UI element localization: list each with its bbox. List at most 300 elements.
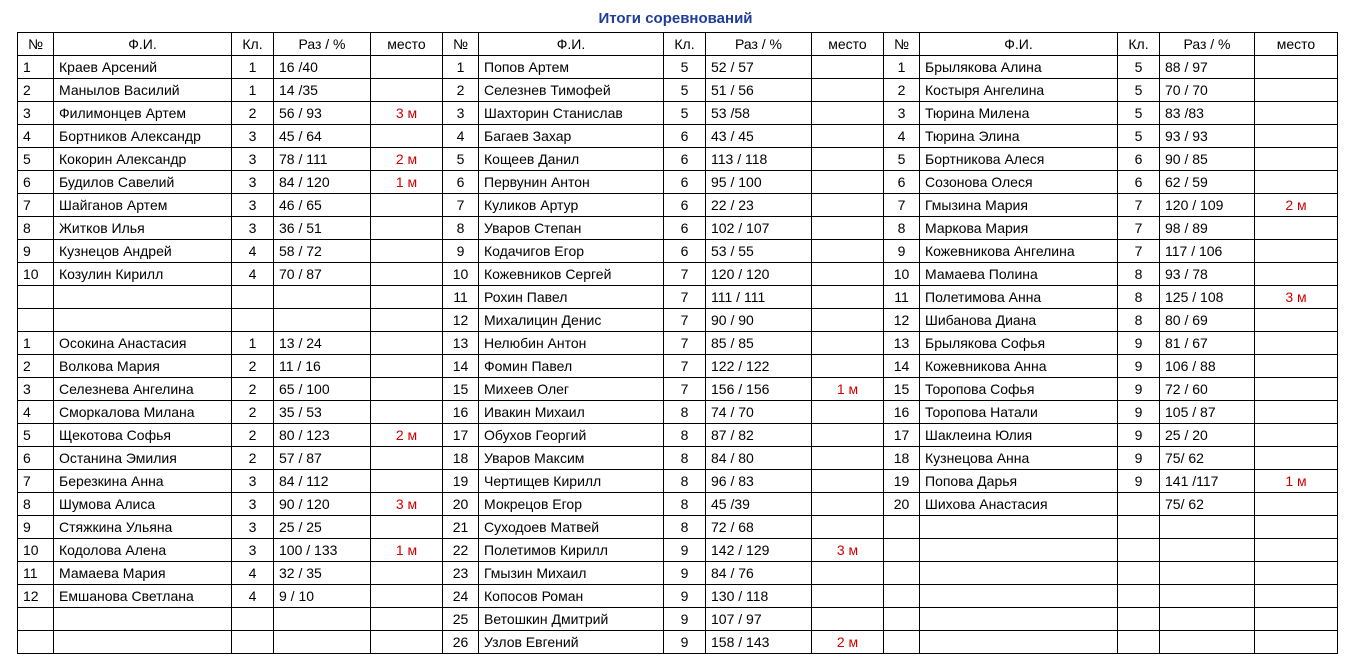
participant-score: 84 / 76: [706, 562, 812, 585]
table-row: [18, 562, 1338, 585]
participant-class: 2: [232, 424, 274, 447]
participant-score: [274, 309, 371, 332]
participant-number: 3: [884, 102, 920, 125]
participant-class: 7: [664, 332, 706, 355]
participant-name: Куликов Артур: [479, 194, 664, 217]
participant-number: 16: [884, 401, 920, 424]
participant-place: 1 м: [371, 171, 443, 194]
participant-name: Будилов Савелий: [54, 171, 232, 194]
participant-class: 3: [232, 125, 274, 148]
participant-number: 2: [443, 79, 479, 102]
participant-class: 9: [664, 562, 706, 585]
participant-class: 9: [664, 631, 706, 654]
participant-number: 7: [884, 194, 920, 217]
participant-score: 13 / 24: [274, 332, 371, 355]
participant-place: [812, 309, 884, 332]
participant-number: 13: [443, 332, 479, 355]
participant-number: 4: [443, 125, 479, 148]
participant-name: [920, 562, 1118, 585]
participant-name: [920, 516, 1118, 539]
participant-score: 125 / 108: [1160, 286, 1255, 309]
participant-name: [920, 539, 1118, 562]
participant-score: 122 / 122: [706, 355, 812, 378]
table-row: [18, 585, 1338, 608]
participant-place: [812, 102, 884, 125]
participant-number: 8: [18, 217, 54, 240]
participant-class: 6: [664, 171, 706, 194]
participant-place: 1 м: [371, 539, 443, 562]
participant-name: Шайганов Артем: [54, 194, 232, 217]
participant-class: 2: [232, 447, 274, 470]
participant-number: 12: [884, 309, 920, 332]
participant-number: 18: [443, 447, 479, 470]
participant-class: [1118, 608, 1160, 631]
participant-class: 3: [232, 171, 274, 194]
participant-number: 26: [443, 631, 479, 654]
participant-class: 8: [664, 516, 706, 539]
participant-place: [371, 332, 443, 355]
participant-place: [1255, 355, 1338, 378]
participant-class: [1118, 493, 1160, 516]
participant-class: 6: [1118, 148, 1160, 171]
table-row: [18, 447, 1338, 470]
participant-score: 32 / 35: [274, 562, 371, 585]
participant-score: 72 / 68: [706, 516, 812, 539]
participant-number: 25: [443, 608, 479, 631]
participant-score: 43 / 45: [706, 125, 812, 148]
participant-place: [371, 217, 443, 240]
participant-name: Кузнецова Анна: [920, 447, 1118, 470]
participant-score: 84 / 120: [274, 171, 371, 194]
participant-name: Житков Илья: [54, 217, 232, 240]
participant-name: Щекотова Софья: [54, 424, 232, 447]
participant-number: 13: [884, 332, 920, 355]
participant-name: Полетимов Кирилл: [479, 539, 664, 562]
participant-score: 158 / 143: [706, 631, 812, 654]
participant-name: Торопова Натали: [920, 401, 1118, 424]
table-row: [18, 194, 1338, 217]
participant-score: 51 / 56: [706, 79, 812, 102]
participant-number: 9: [18, 516, 54, 539]
participant-number: 2: [18, 79, 54, 102]
participant-class: 8: [664, 493, 706, 516]
participant-name: Козулин Кирилл: [54, 263, 232, 286]
participant-place: 3 м: [812, 539, 884, 562]
participant-name: Осокина Анастасия: [54, 332, 232, 355]
participant-name: Фомин Павел: [479, 355, 664, 378]
participant-name: Мамаева Полина: [920, 263, 1118, 286]
participant-score: 87 / 82: [706, 424, 812, 447]
participant-number: 12: [443, 309, 479, 332]
participant-place: [1255, 585, 1338, 608]
participant-place: [812, 79, 884, 102]
participant-name: Тюрина Милена: [920, 102, 1118, 125]
participant-name: Сморкалова Милана: [54, 401, 232, 424]
participant-place: [1255, 148, 1338, 171]
participant-name: Маркова Мария: [920, 217, 1118, 240]
participant-number: 11: [18, 562, 54, 585]
participant-name: Шибанова Диана: [920, 309, 1118, 332]
participant-score: 70 / 70: [1160, 79, 1255, 102]
participant-score: 80 / 123: [274, 424, 371, 447]
class-header: Кл.: [1118, 33, 1160, 56]
participant-score: 120 / 109: [1160, 194, 1255, 217]
participant-number: 18: [884, 447, 920, 470]
participant-score: 9 / 10: [274, 585, 371, 608]
participant-place: [1255, 309, 1338, 332]
participant-place: [1255, 102, 1338, 125]
participant-place: [1255, 378, 1338, 401]
participant-name: Бортникова Алеся: [920, 148, 1118, 171]
participant-class: 1: [232, 79, 274, 102]
participant-name: Краев Арсений: [54, 56, 232, 79]
participant-number: 5: [18, 148, 54, 171]
participant-number: 3: [18, 102, 54, 125]
participant-number: 7: [443, 194, 479, 217]
participant-place: 1 м: [812, 378, 884, 401]
place-header: место: [371, 33, 443, 56]
participant-place: [371, 631, 443, 654]
participant-class: [1118, 631, 1160, 654]
participant-score: 90 / 90: [706, 309, 812, 332]
participant-score: 117 / 106: [1160, 240, 1255, 263]
participant-number: 9: [443, 240, 479, 263]
participant-name: Торопова Софья: [920, 378, 1118, 401]
participant-name: Мокрецов Егор: [479, 493, 664, 516]
participant-place: [371, 125, 443, 148]
score-header: Раз / %: [1160, 33, 1255, 56]
participant-score: 95 / 100: [706, 171, 812, 194]
participant-score: 57 / 87: [274, 447, 371, 470]
participant-name: Багаев Захар: [479, 125, 664, 148]
participant-name: Шахторин Станислав: [479, 102, 664, 125]
table-row: [18, 401, 1338, 424]
participant-score: 11 / 16: [274, 355, 371, 378]
participant-score: [274, 286, 371, 309]
participant-number: 2: [884, 79, 920, 102]
participant-name: [54, 309, 232, 332]
participant-name: Стяжкина Ульяна: [54, 516, 232, 539]
participant-place: [812, 56, 884, 79]
participant-class: 3: [232, 194, 274, 217]
participant-number: 6: [443, 171, 479, 194]
participant-class: 2: [232, 102, 274, 125]
participant-score: 45 /39: [706, 493, 812, 516]
name-header: Ф.И.: [920, 33, 1118, 56]
participant-score: 53 /58: [706, 102, 812, 125]
table-row: [18, 608, 1338, 631]
participant-name: Суходоев Матвей: [479, 516, 664, 539]
participant-score: 25 / 20: [1160, 424, 1255, 447]
participant-score: 16 /40: [274, 56, 371, 79]
participant-score: 111 / 111: [706, 286, 812, 309]
participant-place: [1255, 56, 1338, 79]
participant-class: [1118, 585, 1160, 608]
number-header: №: [884, 33, 920, 56]
number-header: №: [443, 33, 479, 56]
participant-name: Селезнева Ангелина: [54, 378, 232, 401]
table-row: [18, 516, 1338, 539]
participant-score: 74 / 70: [706, 401, 812, 424]
participant-place: 3 м: [1255, 286, 1338, 309]
participant-class: [232, 309, 274, 332]
table-row: [18, 148, 1338, 171]
participant-class: 7: [664, 378, 706, 401]
table-row: [18, 286, 1338, 309]
participant-number: 17: [443, 424, 479, 447]
participant-class: 7: [664, 355, 706, 378]
number-header: №: [18, 33, 54, 56]
participant-score: 83 /83: [1160, 102, 1255, 125]
participant-number: [884, 539, 920, 562]
participant-name: Кодолова Алена: [54, 539, 232, 562]
participant-place: [371, 309, 443, 332]
participant-class: 5: [664, 102, 706, 125]
participant-name: [920, 585, 1118, 608]
participant-place: [371, 194, 443, 217]
participant-class: 8: [664, 401, 706, 424]
participant-place: [1255, 516, 1338, 539]
score-header: Раз / %: [274, 33, 371, 56]
participant-name: [54, 286, 232, 309]
participant-number: 5: [884, 148, 920, 171]
participant-score: 88 / 97: [1160, 56, 1255, 79]
participant-score: 46 / 65: [274, 194, 371, 217]
participant-score: 96 / 83: [706, 470, 812, 493]
participant-number: 7: [18, 470, 54, 493]
participant-name: [54, 608, 232, 631]
participant-place: [1255, 424, 1338, 447]
name-header: Ф.И.: [54, 33, 232, 56]
participant-number: 8: [884, 217, 920, 240]
participant-place: [812, 562, 884, 585]
participant-place: 2 м: [1255, 194, 1338, 217]
participant-number: [884, 631, 920, 654]
participant-number: [18, 309, 54, 332]
participant-number: 6: [18, 447, 54, 470]
participant-class: [1118, 562, 1160, 585]
participant-number: 2: [18, 355, 54, 378]
participant-place: [1255, 125, 1338, 148]
participant-score: 142 / 129: [706, 539, 812, 562]
participant-number: 10: [18, 539, 54, 562]
participant-place: [812, 493, 884, 516]
participant-name: Кожевникова Ангелина: [920, 240, 1118, 263]
participant-name: Попова Дарья: [920, 470, 1118, 493]
participant-class: 3: [232, 470, 274, 493]
participant-score: 72 / 60: [1160, 378, 1255, 401]
participant-place: [812, 171, 884, 194]
participant-name: Копосов Роман: [479, 585, 664, 608]
participant-number: 14: [443, 355, 479, 378]
participant-name: [920, 631, 1118, 654]
participant-name: Обухов Георгий: [479, 424, 664, 447]
participant-place: [1255, 171, 1338, 194]
participant-name: Попов Артем: [479, 56, 664, 79]
participant-class: 7: [664, 263, 706, 286]
participant-score: 25 / 25: [274, 516, 371, 539]
participant-number: 20: [884, 493, 920, 516]
participant-place: [812, 355, 884, 378]
participant-class: 8: [664, 447, 706, 470]
participant-place: [1255, 332, 1338, 355]
participant-place: [1255, 240, 1338, 263]
participant-class: 9: [1118, 332, 1160, 355]
results-table: [17, 32, 1338, 654]
participant-name: Брылякова Софья: [920, 332, 1118, 355]
participant-number: 7: [18, 194, 54, 217]
participant-place: [1255, 539, 1338, 562]
participant-place: [812, 585, 884, 608]
participant-number: 9: [884, 240, 920, 263]
participant-class: 1: [232, 332, 274, 355]
participant-place: [1255, 79, 1338, 102]
participant-place: [1255, 263, 1338, 286]
participant-number: [18, 608, 54, 631]
participant-place: [371, 447, 443, 470]
participant-place: [1255, 493, 1338, 516]
participant-number: 16: [443, 401, 479, 424]
participant-score: [1160, 585, 1255, 608]
participant-class: [1118, 516, 1160, 539]
participant-score: [1160, 562, 1255, 585]
participant-class: 6: [664, 240, 706, 263]
table-row: [18, 355, 1338, 378]
table-row: [18, 332, 1338, 355]
participant-name: Бортников Александр: [54, 125, 232, 148]
participant-score: 113 / 118: [706, 148, 812, 171]
participant-name: Уваров Степан: [479, 217, 664, 240]
participant-place: [371, 516, 443, 539]
participant-number: 5: [443, 148, 479, 171]
table-row: [18, 631, 1338, 654]
participant-score: 106 / 88: [1160, 355, 1255, 378]
participant-class: 5: [664, 79, 706, 102]
participant-score: 100 / 133: [274, 539, 371, 562]
participant-number: 5: [18, 424, 54, 447]
participant-number: 11: [443, 286, 479, 309]
participant-class: 9: [1118, 447, 1160, 470]
participant-number: 23: [443, 562, 479, 585]
participant-name: Шумова Алиса: [54, 493, 232, 516]
participant-score: 84 / 112: [274, 470, 371, 493]
participant-number: [884, 562, 920, 585]
participant-class: [232, 286, 274, 309]
participant-number: 1: [18, 332, 54, 355]
participant-class: 6: [664, 148, 706, 171]
participant-number: 17: [884, 424, 920, 447]
place-header: место: [1255, 33, 1338, 56]
participant-class: [1118, 539, 1160, 562]
participant-place: [371, 562, 443, 585]
participant-place: 3 м: [371, 493, 443, 516]
table-row: [18, 217, 1338, 240]
participant-number: 8: [443, 217, 479, 240]
participant-place: [1255, 631, 1338, 654]
participant-name: Созонова Олеся: [920, 171, 1118, 194]
participant-score: 85 / 85: [706, 332, 812, 355]
participant-class: 6: [1118, 171, 1160, 194]
participant-number: 3: [443, 102, 479, 125]
table-row: [18, 493, 1338, 516]
participant-place: [812, 125, 884, 148]
participant-number: [884, 608, 920, 631]
participant-number: 4: [18, 401, 54, 424]
participant-score: 70 / 87: [274, 263, 371, 286]
participant-score: 58 / 72: [274, 240, 371, 263]
participant-place: [812, 516, 884, 539]
participant-place: [371, 56, 443, 79]
participant-name: Кожевников Сергей: [479, 263, 664, 286]
participant-place: [812, 217, 884, 240]
participant-number: 21: [443, 516, 479, 539]
participant-class: 9: [1118, 378, 1160, 401]
participant-class: 9: [664, 539, 706, 562]
participant-name: Кузнецов Андрей: [54, 240, 232, 263]
participant-place: [371, 470, 443, 493]
participant-score: 93 / 78: [1160, 263, 1255, 286]
participant-number: 6: [884, 171, 920, 194]
participant-score: 14 /35: [274, 79, 371, 102]
participant-place: [812, 148, 884, 171]
participant-name: Ивакин Михаил: [479, 401, 664, 424]
participant-name: Узлов Евгений: [479, 631, 664, 654]
participant-place: [1255, 447, 1338, 470]
participant-number: [884, 516, 920, 539]
participant-number: 3: [18, 378, 54, 401]
participant-score: 90 / 85: [1160, 148, 1255, 171]
participant-class: [232, 608, 274, 631]
participant-class: 8: [664, 424, 706, 447]
participant-score: 75/ 62: [1160, 447, 1255, 470]
participant-name: Гмызина Мария: [920, 194, 1118, 217]
participant-class: 6: [664, 217, 706, 240]
participant-number: 4: [18, 125, 54, 148]
participant-class: 9: [1118, 470, 1160, 493]
table-row: [18, 539, 1338, 562]
participant-score: 98 / 89: [1160, 217, 1255, 240]
participant-name: Шаклеина Юлия: [920, 424, 1118, 447]
participant-place: 2 м: [371, 148, 443, 171]
participant-name: Кодачигов Егор: [479, 240, 664, 263]
participant-name: Тюрина Элина: [920, 125, 1118, 148]
participant-name: Чертищев Кирилл: [479, 470, 664, 493]
participant-number: 4: [884, 125, 920, 148]
participant-score: 81 / 67: [1160, 332, 1255, 355]
participant-score: 105 / 87: [1160, 401, 1255, 424]
participant-place: [812, 401, 884, 424]
page-title: Итоги соревнований: [598, 10, 753, 27]
participant-score: 141 /117: [1160, 470, 1255, 493]
participant-class: 5: [1118, 79, 1160, 102]
participant-name: Березкина Анна: [54, 470, 232, 493]
participant-class: 6: [664, 194, 706, 217]
participant-name: Шихова Анастасия: [920, 493, 1118, 516]
participant-place: [371, 263, 443, 286]
participant-place: [812, 608, 884, 631]
participant-place: 2 м: [371, 424, 443, 447]
participant-name: Полетимова Анна: [920, 286, 1118, 309]
participant-score: 120 / 120: [706, 263, 812, 286]
participant-place: 2 м: [812, 631, 884, 654]
participant-class: 4: [232, 562, 274, 585]
participant-class: 5: [664, 56, 706, 79]
participant-class: 2: [232, 355, 274, 378]
participant-place: [1255, 608, 1338, 631]
participant-place: [1255, 562, 1338, 585]
participant-score: [1160, 516, 1255, 539]
participant-name: Мамаева Мария: [54, 562, 232, 585]
